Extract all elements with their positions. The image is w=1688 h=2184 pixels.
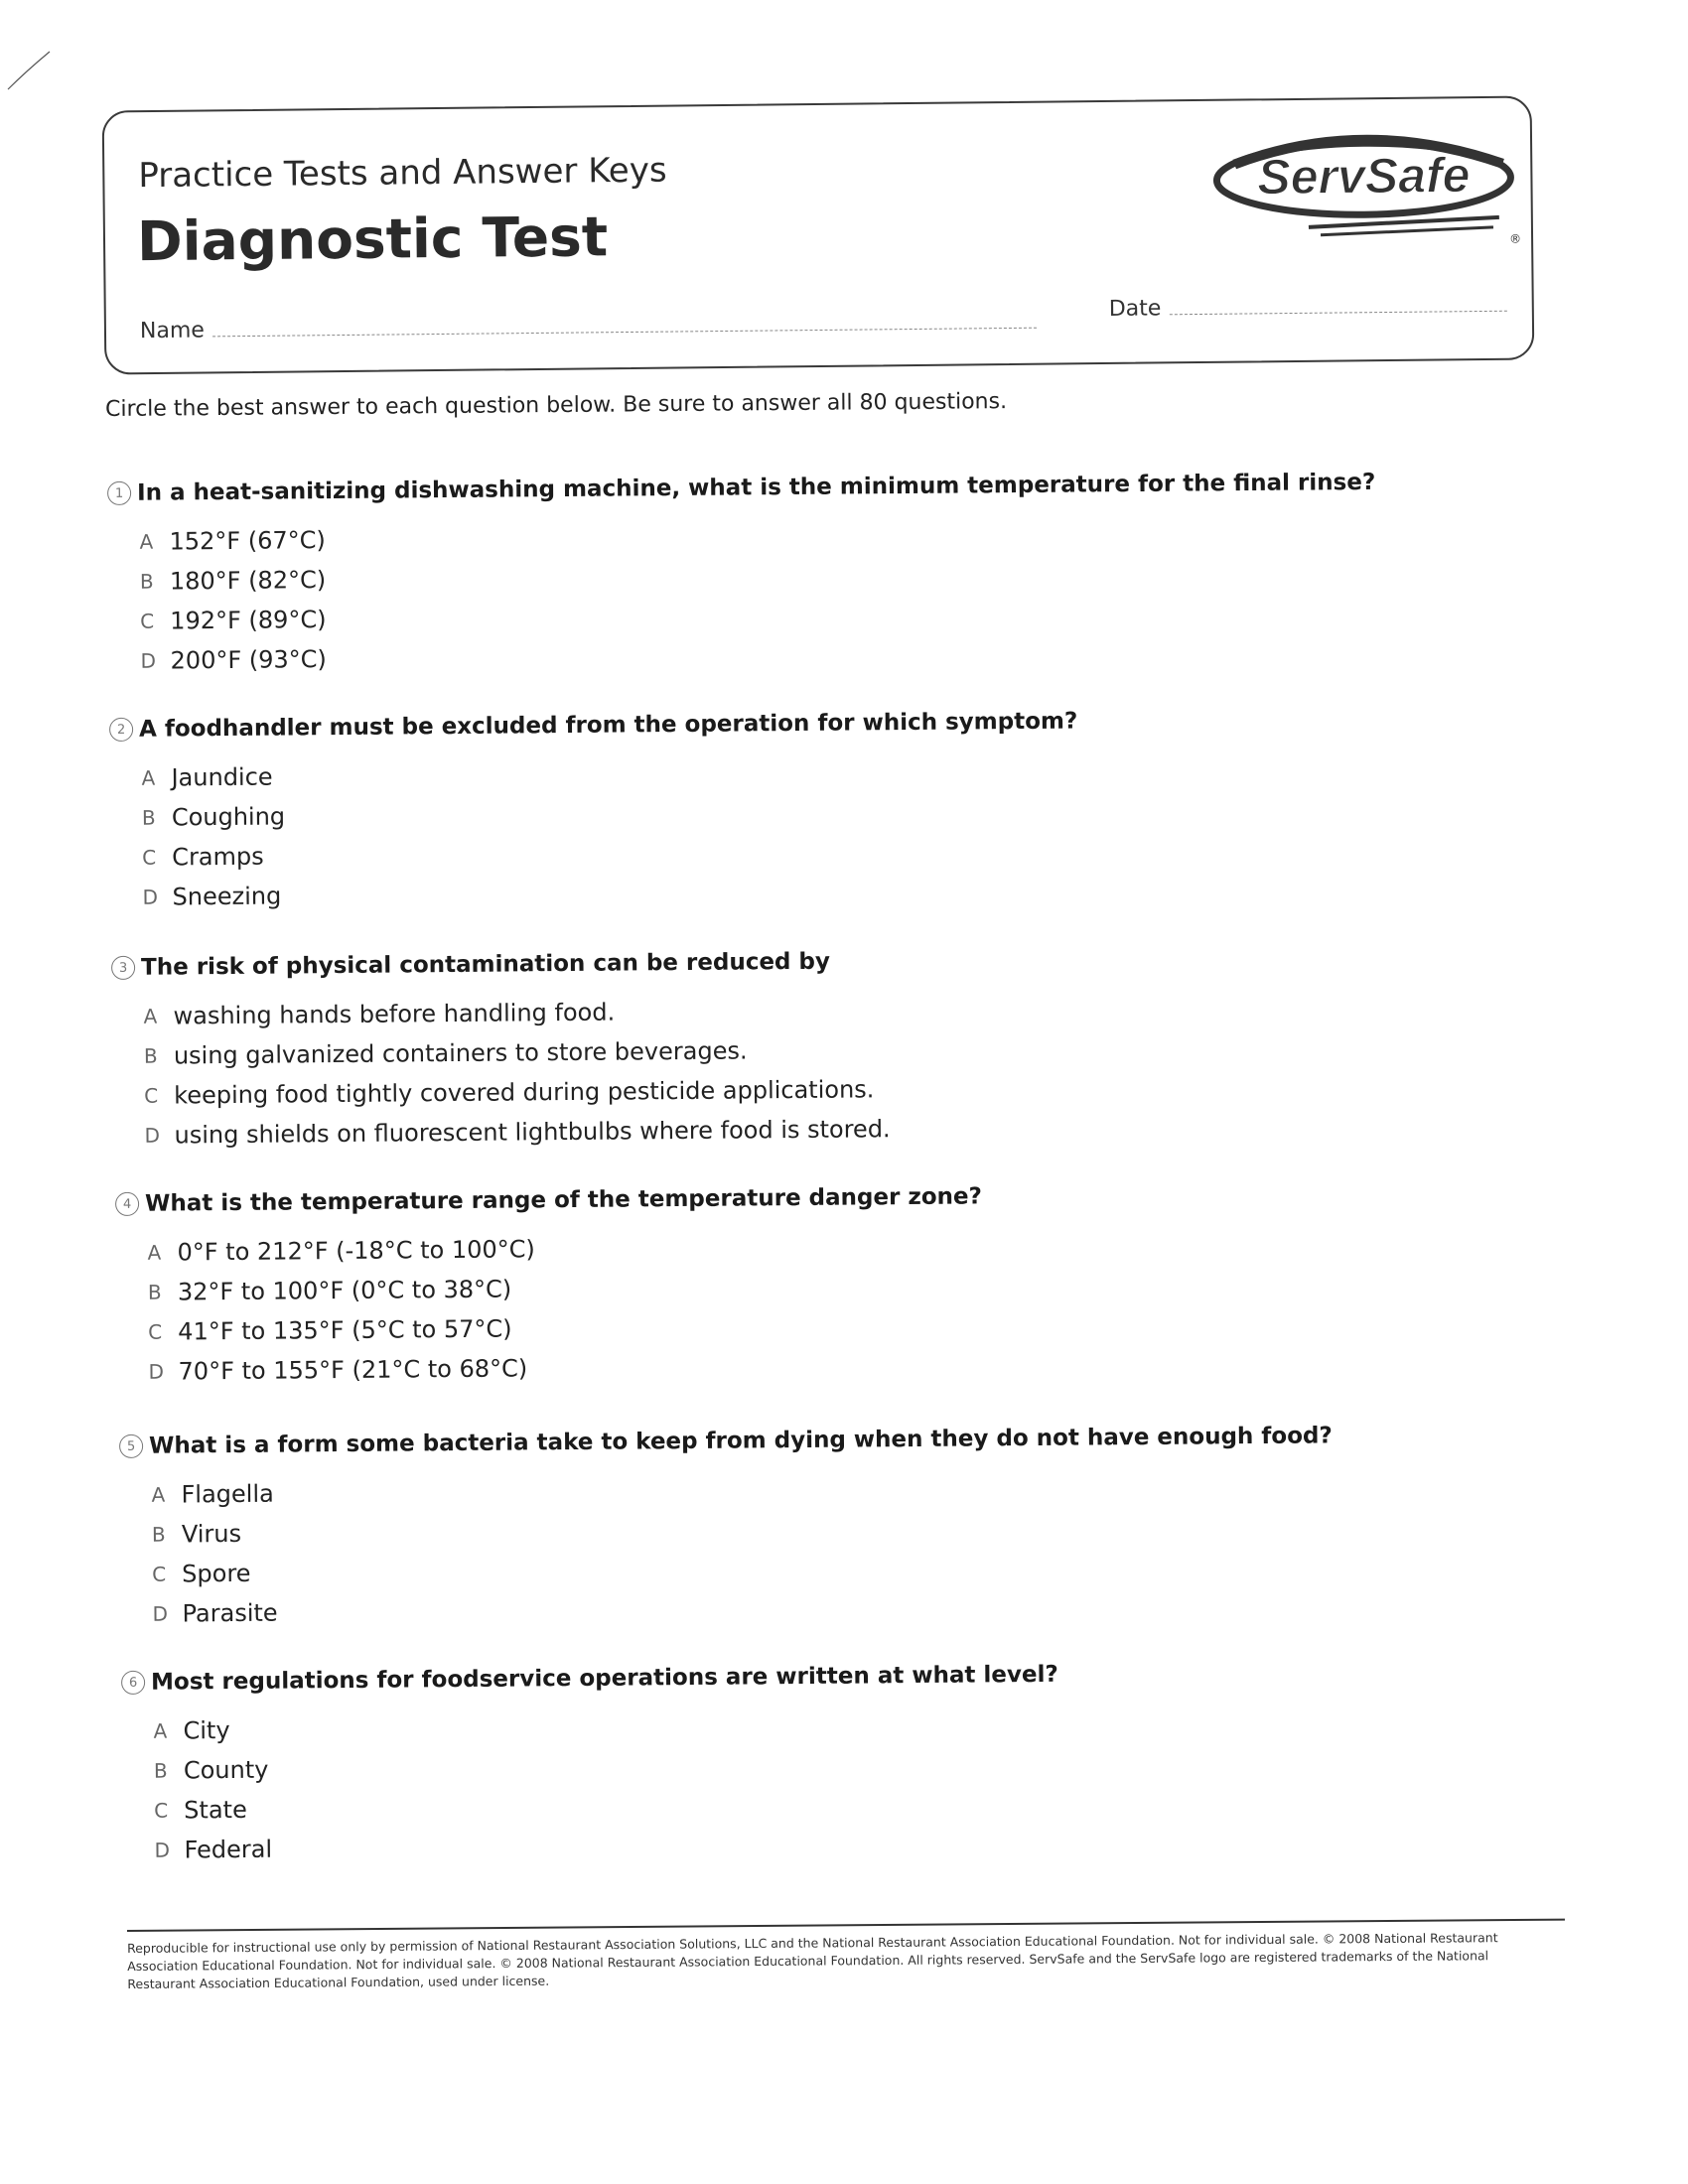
question-2 [109,708,1079,917]
option-letter: C [148,1319,163,1344]
option-letter: C [144,1083,159,1108]
option-letter: A [141,765,156,790]
option-letter: B [151,1522,166,1547]
name-field[interactable] [140,310,1037,343]
option-text: State [184,1795,247,1825]
date-label: Date [1108,296,1162,322]
option-letter: B [141,805,156,830]
option-text: Federal [184,1835,273,1864]
option-letter: C [140,609,155,633]
option-text: Spore [182,1559,251,1588]
option-text: County [183,1755,269,1785]
option-letter: D [142,885,159,909]
name-line[interactable] [212,328,1037,338]
option-letter: D [148,1359,165,1384]
option-letter: C [154,1798,169,1823]
question-text-4: What is the temperature range of the temperature danger zone? [144,1183,983,1217]
option-text: 0°F to 212°F (-18°C to 100°C) [177,1235,535,1267]
date-line[interactable] [1169,311,1506,316]
option-text: Coughing [171,802,286,832]
option-letter: D [154,1838,171,1862]
date-field[interactable] [1109,293,1507,322]
question-text-5: What is a form some bacteria take to keep from dying when they do not have enough food? [148,1423,1333,1459]
question-number-2: 2 [109,718,133,742]
option-letter: A [151,1482,166,1507]
q3-option-b[interactable] [144,1029,890,1076]
q6-option-d[interactable] [154,1823,1059,1870]
question-number-3: 3 [111,956,135,980]
option-letter: A [153,1718,168,1743]
q3-option-a[interactable] [143,990,889,1036]
question-number-4: 4 [115,1192,139,1216]
option-text: 180°F (82°C) [169,566,327,596]
question-number-6: 6 [121,1671,145,1695]
option-letter: D [152,1601,169,1626]
question-4 [115,1183,984,1392]
question-text-3: The risk of physical contamination can be reduced by [140,948,831,981]
logo-text: ServSafe [1257,147,1471,205]
option-text: 192°F (89°C) [170,606,327,635]
option-text: using shields on fluorescent lightbulbs where food is stored. [174,1115,891,1150]
option-text: washing hands before handling food. [173,998,616,1030]
option-text: Cramps [172,842,264,872]
servsafe-logo [1204,118,1523,250]
option-text: 200°F (93°C) [170,645,327,675]
option-text: Jaundice [171,762,273,792]
option-text: Virus [181,1519,242,1549]
instructions: Circle the best answer to each question below. Be sure to answer all 80 questions. [105,389,1008,422]
option-letter: C [152,1562,167,1586]
option-text: City [183,1716,230,1745]
option-letter: D [140,648,157,673]
header-box [102,95,1535,374]
question-number-5: 5 [119,1434,143,1458]
option-letter: C [142,845,157,870]
option-letter: B [139,569,154,594]
option-letter: B [143,1043,158,1068]
option-text: 32°F to 100°F (0°C to 38°C) [177,1275,512,1306]
option-text: 41°F to 135°F (5°C to 57°C) [178,1314,512,1346]
question-5 [119,1423,1334,1634]
question-text-1: In a heat-sanitizing dishwashing machine, what is the minimum temperature for the final rinse? [136,469,1376,506]
option-letter: D [144,1123,161,1148]
question-text-2: A foodhandler must be excluded from the operation for which symptom? [138,708,1078,743]
option-text: Parasite [182,1598,278,1628]
q3-option-c[interactable] [144,1069,890,1116]
option-text: keeping food tightly covered during pesticide applications. [174,1075,875,1110]
option-letter: B [153,1758,168,1783]
registered-mark: ® [1509,231,1522,246]
option-text: using galvanized containers to store beverages. [173,1036,748,1070]
option-letter: B [147,1280,162,1304]
name-label: Name [139,318,206,344]
question-6 [121,1662,1059,1870]
option-text: Flagella [181,1479,274,1509]
question-number-1: 1 [107,481,131,505]
option-text: 70°F to 155°F (21°C to 68°C) [178,1354,528,1386]
pen-stroke-mark [4,46,54,95]
q4-option-d[interactable] [148,1344,983,1391]
q2-option-d[interactable] [142,869,1079,916]
option-text: 152°F (67°C) [169,526,326,556]
question-1 [107,470,1377,681]
option-letter: A [139,529,154,554]
option-text: Sneezing [172,882,282,911]
q3-option-d[interactable] [144,1109,890,1156]
page-title: Diagnostic Test [136,205,609,274]
question-3 [111,948,891,1156]
question-text-6: Most regulations for foodservice operations are written at what level? [150,1661,1058,1696]
option-letter: A [147,1240,162,1265]
copyright-footer: Reproducible for instructional use only by permission of National Restaurant Association Solutions, LLC and the National Restaurant Association Educational Foundation. Not for individual sale. © 2008 National Restaurant Association Educational Foundation. Not for individual sale. © 2008 National Restaurant Association Educational Foundation. All rights reserved. ServSafe and the ServSafe logo are registered trademarks of the National Restaurant Association Educational Foundation, used under license. [127,1930,1498,1991]
header-subtitle: Practice Tests and Answer Keys [138,150,667,197]
option-letter: A [143,1004,158,1028]
